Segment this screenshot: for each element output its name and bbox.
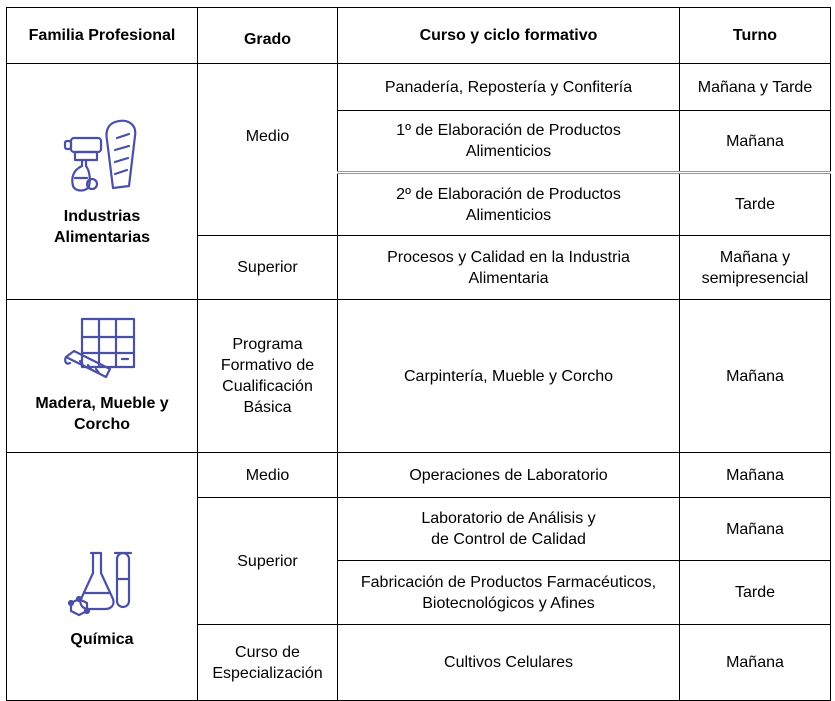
curso-cell: 2º de Elaboración de Productos Alimenticios [338, 173, 680, 236]
curso-cell: Cultivos Celulares [338, 625, 680, 701]
offer-table [6, 7, 831, 701]
turno-cell: Mañana y semipresencial [680, 236, 831, 300]
curso-cell: 1º de Elaboración de Productos Alimenticios [338, 111, 680, 173]
grado-cell: Superior [198, 498, 338, 625]
turno-cell: Mañana [680, 625, 831, 701]
family-cell-madera: Madera, Mueble y Corcho [7, 300, 198, 453]
food-industry-icon [57, 116, 147, 196]
table-row [7, 453, 831, 498]
curso-cell: Panadería, Repostería y Confitería [338, 64, 680, 111]
grado-cell: Superior [198, 236, 338, 300]
curso-cell: Carpintería, Mueble y Corcho [338, 300, 680, 453]
header-turno: Turno [680, 8, 831, 64]
turno-cell: Tarde [680, 561, 831, 625]
grado-cell: Medio [198, 64, 338, 236]
header-grado: Grado [198, 8, 338, 64]
header-familia: Familia Profesional [7, 8, 198, 64]
table-row [7, 300, 831, 453]
turno-cell: Mañana y Tarde [680, 64, 831, 111]
curso-cell: Operaciones de Laboratorio [338, 453, 680, 498]
turno-cell: Mañana [680, 453, 831, 498]
turno-cell: Mañana [680, 300, 831, 453]
turno-cell: Tarde [680, 173, 831, 236]
header-row [7, 8, 831, 64]
chemistry-icon [67, 549, 137, 619]
curso-cell: Fabricación de Productos Farmacéuticos, Biotecnológicos y Afines [338, 561, 680, 625]
table-row [7, 64, 831, 111]
grado-cell: Medio [198, 453, 338, 498]
turno-cell: Mañana [680, 498, 831, 561]
header-curso: Curso y ciclo formativo [338, 8, 680, 64]
family-cell-industrias: Industrias Alimentarias [7, 64, 198, 300]
grado-cell: Programa Formativo de Cualificación Básica [198, 300, 338, 453]
woodwork-icon [62, 317, 142, 383]
curso-cell: Procesos y Calidad en la Industria Alimentaria [338, 236, 680, 300]
grado-cell: Curso de Especialización [198, 625, 338, 701]
turno-cell: Mañana [680, 111, 831, 173]
curso-cell: Laboratorio de Análisis y de Control de Calidad [338, 498, 680, 561]
family-cell-quimica: Química [7, 453, 198, 701]
